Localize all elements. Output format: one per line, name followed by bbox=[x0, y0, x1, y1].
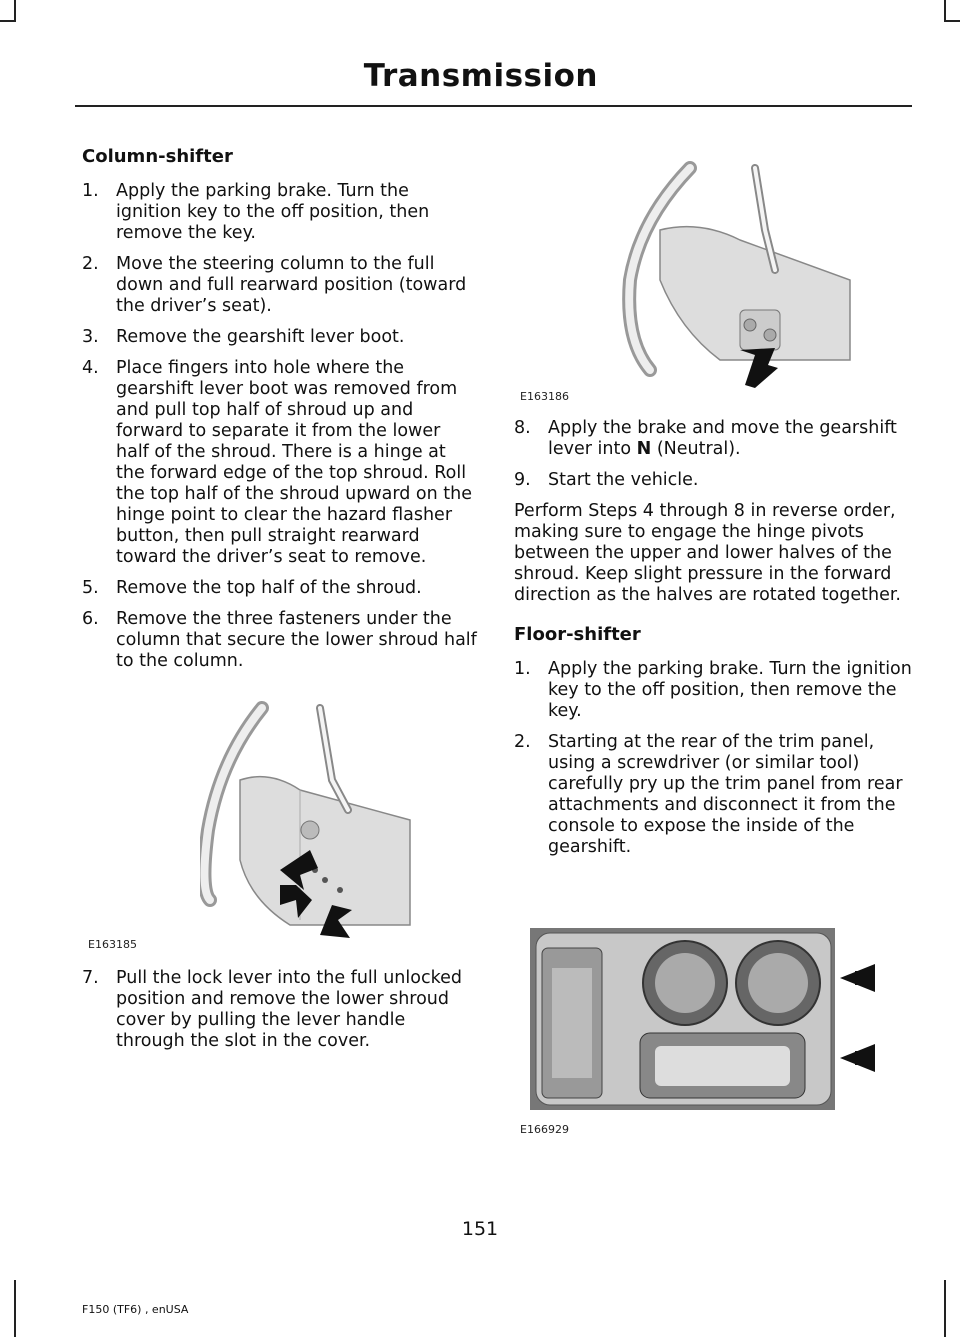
figure-code: E166929 bbox=[520, 1123, 569, 1136]
figure-code: E163186 bbox=[520, 390, 569, 403]
page-number: 151 bbox=[461, 1218, 499, 1240]
steering-column-illustration bbox=[600, 160, 860, 390]
step-item bbox=[514, 659, 912, 722]
header-rule bbox=[75, 105, 912, 107]
step-number: 6. bbox=[82, 609, 99, 629]
figure-code: E163185 bbox=[88, 938, 137, 951]
step-text: Starting at the rear of the trim panel, using a screwdriver (or similar tool) carefully pry up the trim panel from rear attachments and disconnect it from the console to expose the inside of the gearshift. bbox=[548, 732, 903, 857]
step-text: Apply the parking brake. Turn the ignition key to the off position, then remove the key. bbox=[548, 659, 912, 721]
reverse-order-paragraph: Perform Steps 4 through 8 in reverse order, making sure to engage the hinge pivots between the upper and lower halves of the shroud. Keep slight pressure in the forward direction as the halves are rotated together. bbox=[514, 501, 901, 605]
step-text: Remove the three fasteners under the column that secure the lower shroud half to the column. bbox=[116, 609, 477, 671]
section-heading-column-shifter: Column-shifter bbox=[82, 146, 233, 167]
step-number: 8. bbox=[514, 418, 531, 438]
crop-mark bbox=[944, 1280, 946, 1337]
crop-mark bbox=[0, 20, 16, 22]
step-item bbox=[82, 968, 477, 1052]
footer-text: F150 (TF6) , enUSA bbox=[82, 1303, 189, 1316]
crop-mark bbox=[14, 1280, 16, 1337]
step-number: 1. bbox=[514, 659, 531, 679]
step-text: Move the steering column to the full down and full rearward position (toward the driver’s seat). bbox=[116, 254, 467, 316]
crop-mark bbox=[14, 0, 16, 22]
step-text: Remove the gearshift lever boot. bbox=[116, 327, 405, 347]
step-text: Start the vehicle. bbox=[548, 470, 699, 490]
step-number: 5. bbox=[82, 578, 99, 598]
steering-column-illustration bbox=[200, 700, 470, 945]
step-number: 2. bbox=[514, 732, 531, 752]
step-item bbox=[82, 578, 477, 599]
section-heading-floor-shifter: Floor-shifter bbox=[514, 624, 641, 645]
step-number: 2. bbox=[82, 254, 99, 274]
step-item bbox=[514, 470, 912, 491]
gear-label: N bbox=[636, 439, 652, 459]
step-text: Remove the top half of the shroud. bbox=[116, 578, 422, 598]
step-text: Pull the lock lever into the full unlocked position and remove the lower shroud cover by pulling the lever handle through the slot in the cover. bbox=[116, 968, 462, 1051]
step-item bbox=[514, 732, 912, 858]
step-number: 9. bbox=[514, 470, 531, 490]
step-number: 4. bbox=[82, 358, 99, 378]
page-title: Transmission bbox=[363, 58, 598, 94]
steering-column-upper-figure bbox=[600, 160, 860, 390]
step-item bbox=[82, 254, 477, 317]
step-item bbox=[82, 609, 477, 672]
right-column-text bbox=[514, 418, 912, 868]
step-item bbox=[514, 418, 912, 460]
step-number: 1. bbox=[82, 181, 99, 201]
step-text: Apply the parking brake. Turn the ignition key to the off position, then remove the key. bbox=[116, 181, 430, 243]
step-number: 3. bbox=[82, 327, 99, 347]
step-number: 7. bbox=[82, 968, 99, 988]
step-text: Apply the brake and move the gearshift lever into bbox=[548, 418, 897, 459]
step-text: Place fingers into hole where the gearshift lever boot was removed from and pull top half of shroud up and forward to separate it from the lower half of the shroud. There is a hinge at the forward edge of the top shroud. Roll the top half of the shroud upward on the hinge point to clear the hazard flasher button, then pull straight rearward toward the driver’s seat to remove. bbox=[116, 358, 472, 567]
console-illustration bbox=[530, 928, 880, 1113]
step-7-block bbox=[82, 968, 477, 1062]
crop-mark bbox=[944, 20, 960, 22]
crop-mark bbox=[944, 0, 946, 22]
floor-shifter-steps bbox=[514, 659, 912, 858]
step-item bbox=[82, 327, 477, 348]
column-shifter-steps bbox=[82, 181, 477, 672]
steering-column-lower-figure bbox=[200, 700, 470, 945]
step-text: (Neutral). bbox=[651, 439, 741, 459]
column-shifter-steps-right bbox=[514, 418, 912, 491]
step-item bbox=[82, 358, 477, 568]
column-shifter-steps-continued bbox=[82, 968, 477, 1052]
step-item bbox=[82, 181, 477, 244]
floor-console-figure bbox=[530, 928, 880, 1113]
left-column bbox=[82, 146, 477, 682]
